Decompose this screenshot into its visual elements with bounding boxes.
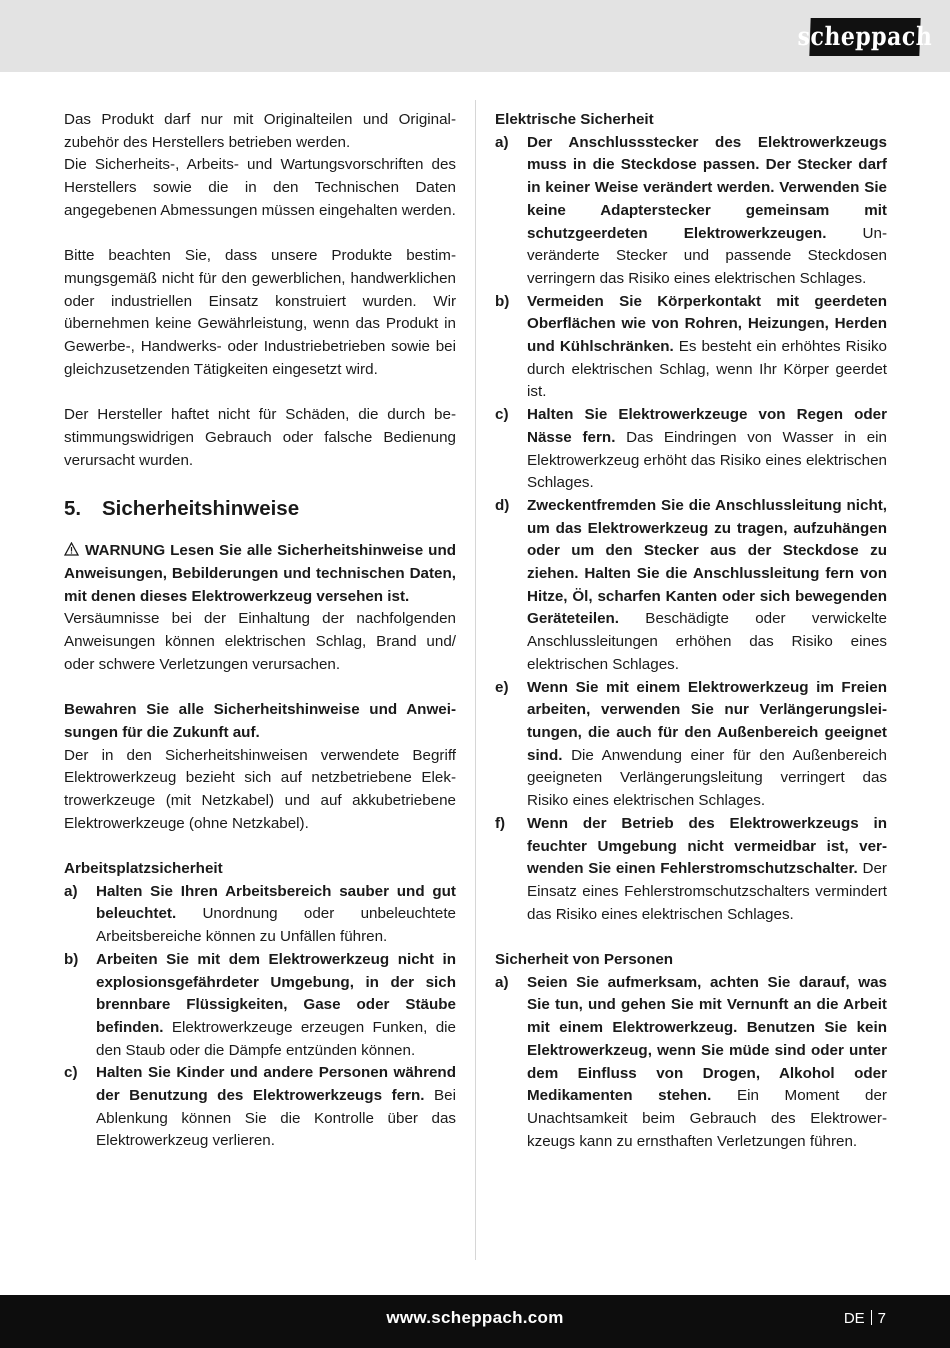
intro-paragraph-2: Die Sicherheits-, Arbeits- und Wartungsvorschriften des Herstellers sowie die in den Technischen Daten angegebenen Abmessungen müssen eingehalten werden.: [64, 156, 456, 219]
persons-heading: Sicherheit von Personen: [495, 951, 674, 968]
list-bold-text: Vermeiden Sie Körperkontakt mit geerdeten Oberflächen wie von Rohren, Heizungen, Herden und Kühlschränken.: [527, 292, 887, 356]
workplace-heading: Arbeitsplatzsicherheit: [64, 860, 223, 878]
warning-paragraph: [64, 540, 456, 608]
list-item: [64, 949, 456, 1063]
list-label: e): [495, 678, 509, 696]
list-label: a): [64, 882, 78, 900]
footer-bar: [0, 1295, 950, 1348]
list-text: Unordnung oder unbeleuchtete Arbeitsbereiche können zu Unfällen führen.: [96, 905, 456, 946]
list-text: Unveränderte Stecker und passende Steckdosen verringern das Risiko eines elektrischen Schlages.: [527, 224, 887, 287]
list-bold-text: Halten Sie Ihren Arbeitsbereich sauber und gut beleuchtet.: [96, 882, 456, 923]
list-label: a): [495, 973, 509, 991]
list-label: f): [495, 814, 506, 832]
warning-consequence: Versäumnisse bei der Einhaltung der nachfolgenden Anweisungen können elektrischen Schlag, Brand und/ oder schwere Verletzungen verursachen.: [64, 610, 456, 673]
list-item: [495, 291, 887, 405]
list-text: Beschädigte oder verwickelte Anschlussleitungen erhöhen das Risiko eines elektrischen Schlages.: [527, 610, 887, 673]
keep-instructions-bold: Bewahren Sie alle Sicherheitshinweise und Anweisungen für die Zukunft auf.: [64, 701, 456, 741]
list-bold-text: Zweckentfremden Sie die Anschlussleitung nicht, um das Elektrowerkzeug zu tragen, aufzuhängen oder um den Stecker aus der Steckdose zu ziehen. Halten Sie die Anschlussleitung fern von Hitze, Öl, scharfen Kanten oder sich bewegenden Geräteteilen.: [527, 496, 887, 628]
intro-paragraph-3: Bitte beachten Sie, dass unsere Produkte bestimmungsgemäß nicht für den gewerblichen, handwerklichen oder industriellen Einsatz konstruiert wurden. Wir übernehmen keine Gewährleistung, wenn das Produkt in Gewerbe-, Handwerks- oder Industriebetrieben sowie bei gleichzusetzenden Tätigkeiten eingesetzt wird.: [64, 247, 456, 378]
list-item: [64, 881, 456, 949]
list-text: Das Eindringen von Wasser in ein Elektrowerkzeug erhöht das Risiko eines elektrischen Schlages.: [527, 428, 887, 492]
intro-paragraph-1: Das Produkt darf nur mit Originalteilen und Originalzubehör des Herstellers betrieben werden.: [64, 111, 456, 151]
list-text: Ein Moment der Unachtsamkeit beim Gebrauch des Elektrowerkzeugs kann zu ernsthaften Verletzungen führen.: [527, 1087, 887, 1150]
intro-paragraph-4: Der Hersteller haftet nicht für Schäden, die durch bestimmungswidrigen Gebrauch oder falsche Bedienung verursacht wurden.: [64, 406, 456, 469]
list-item: [495, 495, 887, 677]
header-bar: [0, 0, 950, 72]
list-text: Elektrowerkzeuge erzeugen Funken, die den Staub oder die Dämpfe entzünden können.: [96, 1018, 456, 1059]
list-item: [495, 677, 887, 813]
page-separator: [871, 1310, 872, 1325]
list-item: [495, 972, 887, 1154]
section-title: Sicherheitshinweise: [102, 497, 300, 521]
list-text: Die Anwendung einer für den Außenbereich geeigneten Verlängerungsleitung verringert das Risiko eines elektrischen Schlages.: [527, 746, 887, 810]
list-bold-text: Wenn Sie mit einem Elektrowerkzeug im Freien arbeiten, verwenden Sie nur Verlängerungsleitungen, die auch für den Außenbereich geeignet sind.: [527, 678, 887, 764]
brand-logo: scheppach: [809, 18, 920, 56]
list-item: [495, 132, 887, 291]
list-bold-text: Der Anschlussstecker des Elektrowerkzeugs muss in die Steckdose passen. Der Stecker darf in keiner Weise verändert werden. Verwenden Sie keine Adapterstecker gemeinsam mit schutzgeerdeten Elektrowerkzeugen.: [527, 133, 887, 242]
keep-instructions-text: Der in den Sicherheitshinweisen verwendete Begriff Elektrowerkzeug bezieht sich auf netzbetriebene Elektrowerkzeuge (mit Netzkabel) und auf akkubetriebene Elektrowerkzeuge (ohne Netzkabel).: [64, 746, 456, 832]
list-label: c): [64, 1064, 78, 1082]
list-bold-text: Wenn der Betrieb des Elektrowerkzeugs in feuchter Umgebung nicht vermeidbar ist, verwenden Sie einen Fehlerstromschutzschalter.: [527, 814, 887, 878]
list-bold-text: Arbeiten Sie mit dem Elektrowerkzeug nicht in explosionsgefährdeter Umgebung, in der sich brennbare Flüssigkeiten, Gase oder Stäube befinden.: [96, 950, 456, 1036]
page-number: 7: [877, 1310, 886, 1327]
language-code: DE: [843, 1310, 865, 1327]
list-label: a): [495, 133, 509, 151]
warning-triangle-icon: [64, 542, 79, 556]
list-item: [495, 404, 887, 495]
list-text: Es besteht ein erhöhtes Risiko durch elektrischen Schlag, wenn Ihr Körper geerdet ist.: [527, 338, 887, 401]
list-item: [64, 1062, 456, 1153]
website-link[interactable]: www.scheppach.com: [386, 1308, 564, 1327]
list-bold-text: Seien Sie aufmerksam, achten Sie darauf, was Sie tun, und gehen Sie mit Vernunft an die Arbeit mit einem Elektrowerkzeug. Benutzen Sie kein Elektrowerkzeug, wenn Sie müde sind oder unter dem Einfluss von Drogen, Alkohol oder Medikamenten stehen.: [527, 973, 887, 1105]
list-bold-text: Halten Sie Kinder und andere Personen während der Benutzung des Elektrowerkzeugs fern.: [96, 1064, 456, 1105]
list-label: b): [64, 950, 79, 968]
electric-heading: Elektrische Sicherheit: [495, 111, 654, 128]
column-divider: [475, 100, 476, 1260]
list-label: b): [495, 292, 510, 310]
list-bold-text: Halten Sie Elektrowerkzeuge von Regen oder Nässe fern.: [527, 406, 887, 446]
left-column: [64, 109, 456, 1153]
warning-text-bold: WARNUNG Lesen Sie alle Sicherheitshinweise und Anweisungen, Bebilderungen und technischen Daten, mit denen dieses Elektrowerkzeug versehen ist.: [64, 542, 456, 605]
list-label: d): [495, 496, 510, 514]
right-column: [495, 109, 887, 1153]
page-indicator: [844, 1310, 886, 1327]
list-label: c): [495, 406, 509, 424]
section-heading: [64, 496, 456, 522]
list-text: Der Einsatz eines Fehlerstromschutzschalters vermindert das Risiko eines elektrischen Schlages.: [527, 860, 887, 923]
list-item: [495, 813, 887, 927]
list-text: Bei Ablenkung können Sie die Kontrolle über das Elektrowerkzeug verlieren.: [96, 1087, 456, 1150]
section-number: 5.: [64, 497, 82, 521]
